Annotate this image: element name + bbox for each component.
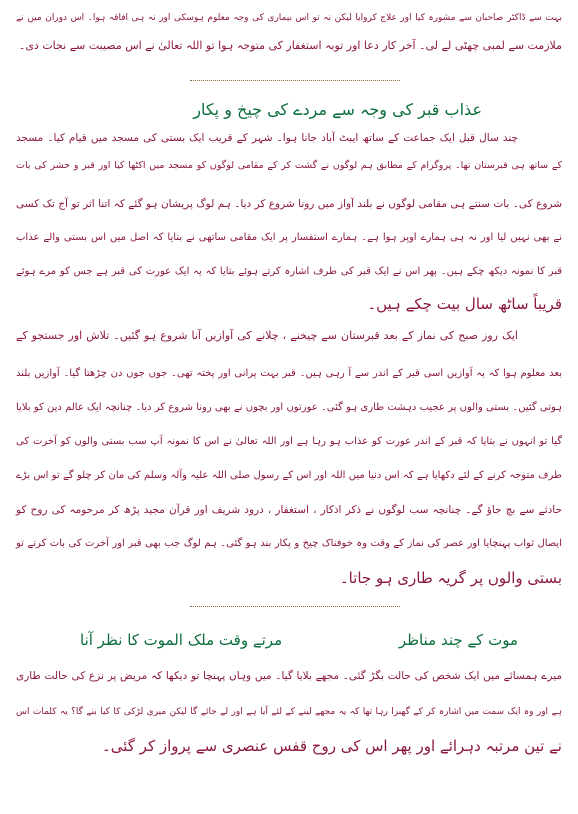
paragraph-line: ایصال ثواب پہنچایا اور عصر کی نماز کے وقت وہ خوفناک چیخ و پکار بند ہو گئی۔ ہم لوگ جب بھی قبر اور آخرت کی بات کرتے تو <box>16 538 562 549</box>
paragraph-line: قبر کا نمونہ دیکھ چکے ہیں۔ پھر اس نے ایک قبر کی طرف اشارہ کرتے ہوئے بتایا کہ یہ ایک عورت کی قبر ہے جس کو مرے ہوئے <box>16 266 562 277</box>
paragraph-line: نے تین مرتبہ دہرائے اور پھر اس کی روح قفس عنصری سے پرواز کر گئی۔ <box>101 737 562 755</box>
paragraph-line: میرے ہمسائے میں ایک شخص کی حالت بگڑ گئی۔ مجھے بلایا گیا۔ میں وہاں پہنچا تو دیکھا کہ مریض پر نزع کی حالت طاری <box>16 670 562 682</box>
paragraph-line: ہے اور وہ ایک سمت میں اشارہ کر کے گھبرا رہا تھا کہ یہ مجھے لینے کے لئے آیا ہے اور لے جائے گا لیکن میری لڑکی کا کیا بنے گا؟ یہ کلمات اس <box>16 707 562 717</box>
paragraph-line: ایک روز صبح کی نماز کے بعد قبرستان سے چیخنے ، چلانے کی آوازیں آنا شروع ہو گئیں۔ تلاش اور جستجو کے <box>16 329 518 342</box>
dotted-divider <box>190 80 400 81</box>
section-heading: عذاب قبر کی وجہ سے مردے کی چیخ و پکار <box>193 100 482 119</box>
paragraph-line: ہوتی گئیں۔ بستی والوں پر عجیب دہشت طاری ہو گئی۔ عورتوں اور بچوں نے بھی رونا شروع کر دیا۔ چنانچہ ایک عالم دین کو بلایا <box>16 402 562 413</box>
paragraph-line: ملازمت سے لمبی چھٹی لے لی۔ آخر کار دعا اور توبہ استغفار کی متوجہ ہوا تو اللہ تعالیٰ نے اس مصیبت سے نجات دی۔ <box>18 39 562 52</box>
paragraph-line: شروع کی۔ بات سنتے ہی مقامی لوگوں نے بلند آواز میں رونا شروع کر دیا۔ ہم لوگ پریشان ہو گئے کہ اتنا اثر تو آج تک کسی <box>16 198 562 210</box>
paragraph-line: حادثے سے بچ جاؤ گے۔ چنانچہ سب لوگوں نے ذکر اذکار ، استغفار ، درود شریف اور قرآن مجید پڑھ کر مرحومہ کی روح کو <box>16 504 562 516</box>
paragraph-line: کے ساتھ ہی قبرستان تھا۔ پروگرام کے مطابق ہم لوگوں نے گشت کر کے مقامی لوگوں کو مسجد میں اکٹھا کیا اور قبر و حشر کی بات <box>16 160 562 171</box>
section-heading: مرتے وقت ملک الموت کا نظر آنا <box>80 631 283 649</box>
section-heading: موت کے چند مناظر <box>398 631 518 649</box>
paragraph-line: بستی والوں پر گریہ طاری ہو جاتا۔ <box>339 569 562 587</box>
paragraph-line: قریباً ساٹھ سال بیت چکے ہیں۔ <box>367 295 562 313</box>
paragraph-line: بہت سے ڈاکٹر صاحبان سے مشورہ کیا اور علاج کروایا لیکن نہ تو اس بیماری کی وجہ معلوم ہوسکی اور نہ ہی افاقہ ہوا۔ اس دوران میں نے <box>16 13 562 23</box>
paragraph-line: گیا تو انہوں نے بتایا کہ قبر کے اندر عورت کو عذاب ہو رہا ہے اور اللہ تعالیٰ نے اس کا نمونہ آپ سب بستی والوں کو آخرت کی <box>16 436 562 447</box>
paragraph-line: طرف متوجہ کرنے کے لئے دکھایا ہے کہ اس دنیا میں اللہ اور اس کے رسول صلی اللہ علیہ وآلہ وسلم کی مان کر چلو گے تو اس بڑے <box>16 470 562 481</box>
dotted-divider <box>190 606 400 607</box>
paragraph-line: چند سال قبل ایک جماعت کے ساتھ ایبٹ آباد جانا ہوا۔ شہر کے قریب ایک بستی کی مسجد میں قیام کیا۔ مسجد <box>16 132 518 144</box>
paragraph-line: نے بھی نہیں لیا اور نہ ہی ہمارے اوپر ہوا ہے۔ ہمارے استفسار پر ایک مقامی ساتھی نے بتایا کہ اصل میں اس بستی والے عذاب <box>16 232 562 243</box>
paragraph-line: بعد معلوم ہوا کہ یہ آوازیں اسی قبر کے اندر سے آ رہی ہیں۔ قبر بہت پرانی اور پختہ تھی۔ جوں جوں دن چڑھتا گیا۔ آوازیں بلند <box>16 368 562 379</box>
